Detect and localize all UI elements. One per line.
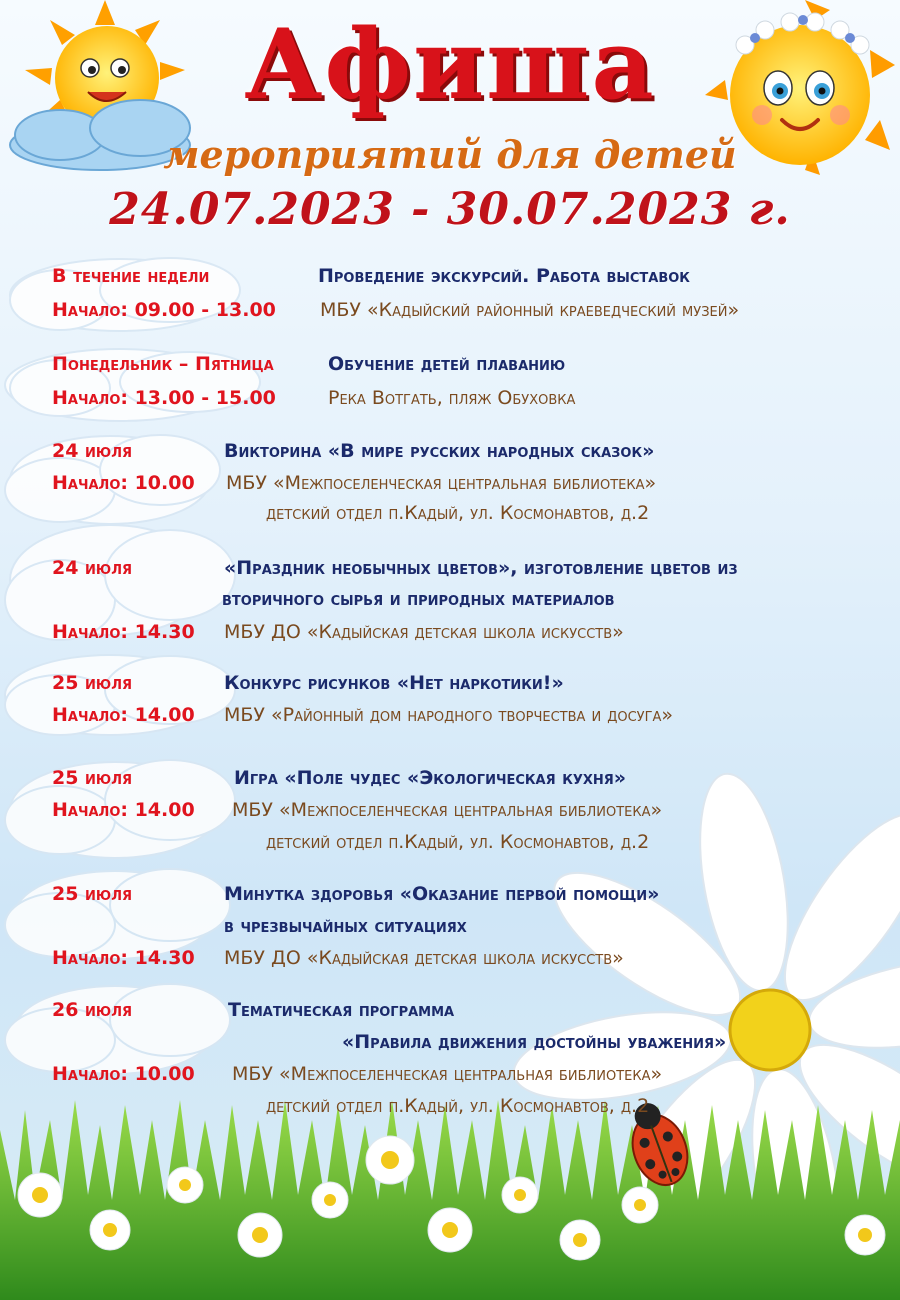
grass-icon <box>0 1100 900 1300</box>
event-venue: МБУ ДО «Кадыйская детская школа искусств» <box>224 621 624 643</box>
event-start-time: Начало: 14.00 <box>52 704 195 726</box>
event-start-time: Начало: 10.00 <box>52 472 195 494</box>
event-day: 25 июля <box>52 767 133 789</box>
date-range: 24.07.2023 - 30.07.2023 г. <box>109 184 791 235</box>
event-start-time: Начало: 10.00 <box>52 1063 195 1085</box>
event-title: Викторина «В мире русских народных сказок» <box>224 440 655 462</box>
event-start-time: Начало: 09.00 - 13.00 <box>52 299 276 321</box>
event-day: В течение недели <box>52 265 210 287</box>
page-title: Афиша <box>244 8 656 121</box>
event-venue-address: детский отдел п.Кадый, ул. Космонавтов, д.2 <box>266 831 650 853</box>
event-start-time: Начало: 14.30 <box>52 947 195 969</box>
page-subtitle: мероприятий для детей <box>163 132 737 177</box>
event-title: Тематическая программа <box>228 999 455 1021</box>
event-title-line2: вторичного сырья и природных материалов <box>222 588 615 610</box>
event-venue-address: детский отдел п.Кадый, ул. Космонавтов, д.2 <box>266 502 650 524</box>
event-day: Понедельник – Пятница <box>52 353 274 375</box>
event-venue: МБУ «Межпоселенческая центральная библиотека» <box>232 799 663 821</box>
event-venue: МБУ «Районный дом народного творчества и досуга» <box>224 704 674 726</box>
event-title: Конкурс рисунков «Нет наркотики!» <box>224 672 564 694</box>
event-day: 26 июля <box>52 999 133 1021</box>
event-title: Игра «Поле чудес «Экологическая кухня» <box>234 767 627 789</box>
event-venue: МБУ «Межпоселенческая центральная библиотека» <box>226 472 657 494</box>
event-title: Минутка здоровья «Оказание первой помощи» <box>224 883 660 905</box>
event-start-time: Начало: 14.00 <box>52 799 195 821</box>
event-venue: МБУ ДО «Кадыйская детская школа искусств» <box>224 947 624 969</box>
event-start-time: Начало: 13.00 - 15.00 <box>52 387 276 409</box>
event-day: 25 июля <box>52 883 133 905</box>
event-title: «Праздник необычных цветов», изготовление цветов из <box>224 557 738 579</box>
event-title: Обучение детей плаванию <box>328 353 566 375</box>
event-day: 24 июля <box>52 440 133 462</box>
event-day: 24 июля <box>52 557 133 579</box>
event-venue: МБУ «Межпоселенческая центральная библиотека» <box>232 1063 663 1085</box>
event-venue: МБУ «Кадыйский районный краеведческий музей» <box>320 299 740 321</box>
event-title: Проведение экскурсий. Работа выставок <box>318 265 690 287</box>
event-title-line2: в чрезвычайных ситуациях <box>224 915 467 937</box>
event-venue-address: детский отдел п.Кадый, ул. Космонавтов, д.2 <box>266 1095 650 1117</box>
event-venue: Река Вотгать, пляж Обуховка <box>328 387 576 409</box>
event-start-time: Начало: 14.30 <box>52 621 195 643</box>
event-day: 25 июля <box>52 672 133 694</box>
event-title-line2: «Правила движения достойны уважения» <box>342 1031 727 1053</box>
